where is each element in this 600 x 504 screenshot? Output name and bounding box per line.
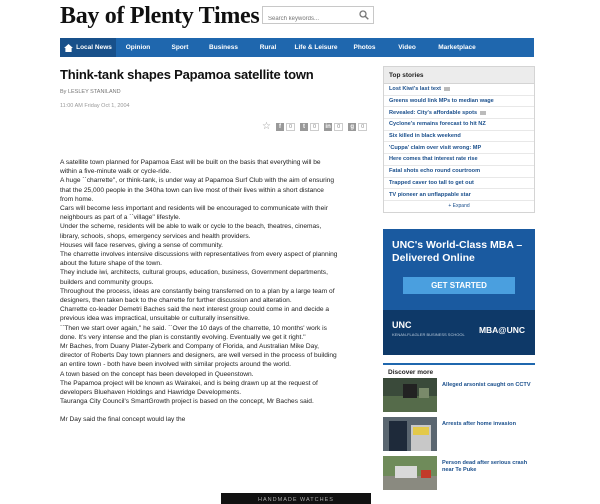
top-story-item[interactable]: Trapped caver too tall to get out: [384, 178, 534, 190]
article-paragraph: A town based on the concept has been developed in Queenstown.: [60, 370, 254, 378]
top-stories-title: Top stories: [384, 67, 534, 84]
nav-item-sport[interactable]: Sport: [171, 44, 189, 51]
article-headline: Think-tank shapes Papamoa satellite town: [60, 67, 314, 82]
search-input[interactable]: [263, 11, 349, 27]
linkedin-icon: in: [325, 123, 331, 130]
top-story-item[interactable]: Six killed in black weekend: [384, 131, 534, 143]
article-body: [60, 158, 338, 425]
article-paragraph: The Papamoa project will be known as Wairakei, and is being drawn up at the request of developers Bluehaven Holdings and Hawridge Developments.: [60, 379, 318, 397]
nav-item-life-leisure[interactable]: Life & Leisure: [294, 44, 338, 51]
twitter-icon: t: [300, 123, 308, 131]
discover-headline: Arrests after home invasion: [442, 420, 516, 427]
search-box: [262, 6, 374, 24]
search-icon[interactable]: [359, 10, 369, 20]
discover-title: Discover more: [388, 368, 434, 376]
nav-item-local-news[interactable]: [60, 38, 116, 57]
article-paragraph: The charrette involves intensive discussions with representatives from every aspect of planning about the future shape of the town.: [60, 251, 338, 268]
home-icon: [64, 44, 73, 52]
sidebar: [383, 66, 535, 495]
nav-item-photos[interactable]: Photos: [353, 44, 376, 51]
article-paragraph: Mr Baches, from Duany Plater-Zyberk and Company of Florida, and Australian Mike Day, director of Roberts Day town planners and designers, are well versed in the process of building an entire town - both have been involved with similar projects around the world.: [60, 343, 337, 369]
article-byline[interactable]: By LESLEY STANILAND: [60, 89, 121, 95]
article-paragraph: ``Then we start over again,'' he said. ``Over the 10 days of the charrette, 10 months' work is done. It's very intense and the plan is constantly evolving. Eventually we get it right.'': [60, 324, 327, 341]
main-nav: [60, 38, 534, 57]
article-date: 11:00 AM Friday Oct 1, 2004: [60, 103, 130, 109]
watch-advert[interactable]: HANDMADE WATCHES: [221, 493, 371, 504]
video-icon: [444, 87, 450, 91]
thumbnail-image: [383, 417, 437, 451]
discover-headline: Alleged arsonist caught on CCTV: [442, 381, 531, 388]
googleplus-share[interactable]: [348, 123, 367, 131]
top-story-item[interactable]: Revealed: City's affordable spots: [384, 107, 534, 119]
article-paragraph: [60, 406, 338, 415]
mba-advert[interactable]: [383, 229, 535, 355]
top-story-item[interactable]: 'Cuppa' claim over visit wrong: MP: [384, 142, 534, 154]
top-story-item[interactable]: Greens would link MPs to median wage: [384, 96, 534, 108]
article-paragraph: Mr Day said the final concept would lay the: [60, 416, 186, 424]
star-icon[interactable]: ☆: [262, 121, 271, 132]
nav-item-marketplace[interactable]: Marketplace: [438, 44, 476, 51]
discover-item[interactable]: [383, 417, 535, 451]
nav-label: Local News: [76, 44, 112, 51]
top-story-item[interactable]: TV pioneer an unflappable star: [384, 189, 534, 201]
expand-button[interactable]: + Expand: [448, 202, 470, 209]
top-story-item[interactable]: Here comes that interest rate rise: [384, 154, 534, 166]
article-paragraph: Tauranga City Council's SmartGrowth project is based on the concept, Mr Baches said.: [60, 398, 314, 406]
article-paragraph: Throughout the process, ideas are constantly being transferred on to a plan by a large team of designers, then taken back to the charrette for further discussion and alteration.: [60, 287, 335, 305]
nav-item-rural[interactable]: Rural: [259, 44, 277, 51]
mba-unc-tag: MBA@UNC: [478, 324, 525, 335]
share-count: 0: [310, 123, 319, 131]
top-story-item[interactable]: Fatal shots echo round courtroom: [384, 166, 534, 178]
article-paragraph: They include iwi, architects, cultural groups, education, business, Government departments, builders and community groups.: [60, 269, 328, 286]
get-started-button[interactable]: GET STARTED: [403, 277, 515, 294]
nav-item-business[interactable]: Business: [209, 44, 238, 51]
share-count: 0: [286, 123, 295, 131]
article-paragraph: A huge ``charrette'', or think-tank, is under way at Papamoa Surf Club with the aim of ensuring that the 25,000 people in the 340ha town can live most of their lives within a short distance from home.: [60, 177, 335, 203]
linkedin-share[interactable]: [324, 123, 343, 131]
ad-headline: UNC's World-Class MBA – Delivered Online: [392, 238, 523, 264]
article-paragraph: Charrette co-leader Demetri Baches said the next interest group could come in and decide a previous idea was impractical, unsuitable or culturally insensitive.: [60, 306, 330, 323]
article-paragraph: Houses will face reserves, giving a sense of community.: [60, 241, 223, 249]
nav-item-opinion[interactable]: Opinion: [125, 44, 151, 51]
discover-item[interactable]: [383, 456, 535, 490]
top-story-item[interactable]: Cyclone's remains forecast to hit NZ: [384, 119, 534, 131]
share-count: 0: [358, 123, 367, 131]
nav-item-video[interactable]: Video: [398, 44, 416, 51]
discover-more-panel: [383, 363, 535, 490]
discover-headline: Person dead after serious crash near Te Puke: [442, 459, 528, 473]
discover-item[interactable]: [383, 378, 535, 412]
top-story-item[interactable]: Lost Kiwi's last text: [384, 84, 534, 96]
site-logo[interactable]: Bay of Plenty Times: [60, 3, 260, 29]
ad-footer: [383, 310, 535, 355]
video-icon: [480, 111, 486, 115]
article-paragraph: A satellite town planned for Papamoa East will be built on the basis that everything will be within a five-minute walk or cycle-ride.: [60, 159, 321, 176]
thumbnail-image: [383, 456, 437, 490]
facebook-share[interactable]: [276, 123, 295, 131]
unc-logo: UNC: [392, 319, 412, 330]
top-stories-panel: [383, 66, 535, 213]
twitter-share[interactable]: [300, 123, 319, 131]
article-paragraph: Under the scheme, residents will be able to walk or cycle to the beach, theatres, cinemas, library, schools, shops, emergency services and health providers.: [60, 223, 322, 240]
facebook-icon: f: [276, 123, 284, 131]
share-count: 0: [334, 123, 343, 131]
googleplus-icon: g: [348, 123, 356, 131]
unc-subtitle: KENAN-FLAGLER BUSINESS SCHOOL: [392, 331, 465, 337]
thumbnail-image: [383, 378, 437, 412]
article-paragraph: Cars will become less important and residents will be encouraged to communicate with their neighbours as part of a ``village'' lifestyle.: [60, 205, 328, 222]
social-share-bar: [262, 121, 367, 132]
